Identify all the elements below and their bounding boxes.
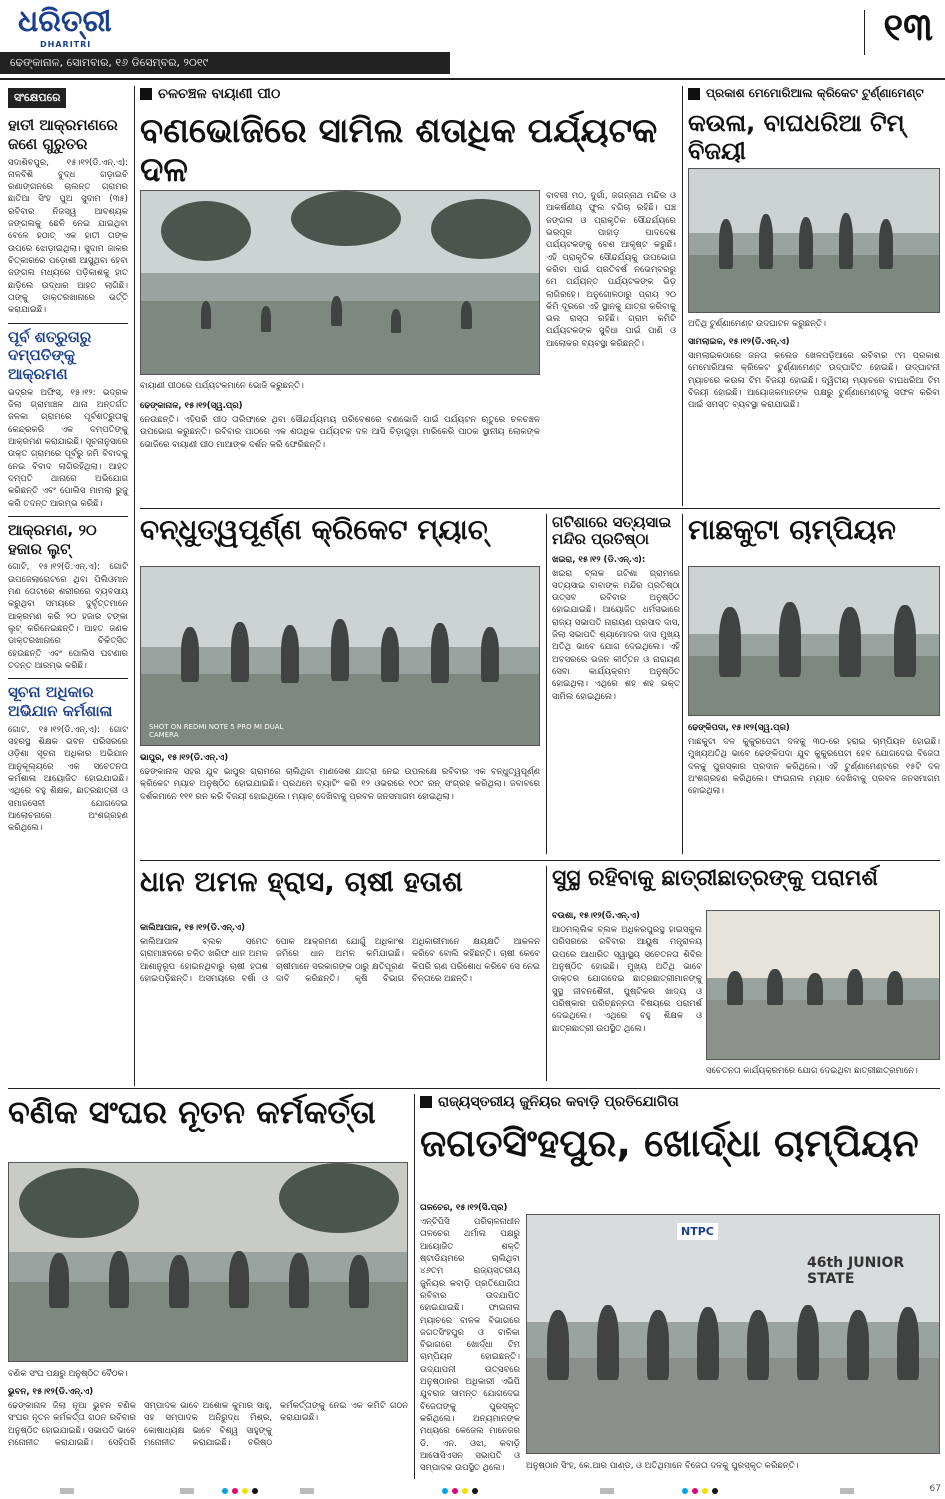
merchants-photo (8, 1162, 408, 1362)
memorial-story (688, 334, 940, 504)
briefs-column (8, 86, 128, 1086)
print-page-number: 67 (929, 1484, 941, 1494)
merchants-story (8, 1384, 408, 1479)
students-photo (706, 910, 940, 1060)
yellow-registration-dot (242, 1488, 248, 1494)
square-bullet-icon (420, 1096, 432, 1108)
picnic-headline: ବଣଭୋଜିରେ ସାମିଲ ଶତାଧିକ ପର୍ଯ୍ୟଟକ ଦଳ (140, 111, 658, 191)
machhakuta-story (688, 720, 940, 855)
brief-headline: ହାତୀ ଆକ୍ରମଣରେ ଜଣେ ଗୁରୁତର (8, 116, 118, 153)
sai-temple-headline: ଗଟିଶାରେ ସତ୍ୟସାଇ ମନ୍ଦିର ପ୍ରତିଷ୍ଠା (552, 513, 672, 549)
black-registration-dot (252, 1488, 258, 1494)
brief-body: ଗୋଟ, ୧୫।୧୨(ଡି.ଏନ୍.ଏ): ଗୋଟ ସହରସ୍ଥ ଶିକ୍ଷକ ଭବନ ପରିସରରେ ଓଡ଼ିଶା ସୂଚନା ଅଧିକାର ଅଭିଯାନ ଆନୁକୂଲ୍ୟରେ ଏକ ସଚେତନତା କର୍ମଶାଳା ଆୟୋଜିତ ହୋଇଯାଇଛି। ଏଥିରେ ବହୁ ଶିକ୍ଷକ, ଛାତ୍ରଛାତ୍ରୀ ଓ ସମାଜସେବୀ ଯୋଗଦେଇ ଆଲୋଚନାରେ ଅଂଶଗ୍ରହଣ କରିଥିଲେ। (8, 724, 128, 834)
kabaddi-caption-box (526, 1458, 940, 1480)
brief-item (8, 521, 128, 672)
sai-temple-story (552, 514, 680, 854)
students-caption: ସଚେତନତା କାର୍ଯ୍ୟକ୍ରମରେ ଯୋଗ ଦେଇଥିବା ଛାତ୍ରୀଛାତ୍ରମାନେ। (706, 1066, 918, 1076)
briefs-kicker: ସଂକ୍ଷେପରେ (8, 88, 66, 108)
friendly-byline: ଭାପୁର, ୧୫।୧୨(ଡି.ଏନ୍.ଏ) (140, 753, 229, 763)
memorial-caption: ଅତିଥି ଟୁର୍ଣ୍ଣାମେଣ୍ଟ ଉଦଘାଟନ କରୁଛନ୍ତି। (688, 319, 826, 329)
students-headline-box (552, 866, 942, 906)
column-divider (546, 514, 547, 854)
picnic-side-story (546, 190, 676, 500)
memorial-caption-box (688, 316, 940, 330)
photo-watermark: SHOT ON REDMI NOTE 5 PRO MI DUAL CAMERA (149, 723, 284, 739)
brief-body: ସଦାଶିବପୁର, ୧୫।୧୨(ଡି.ଏନ୍.ଏ): ନାଳବିଶି ବୁଦ୍ଧ ଗଡ଼ାଇଚି ରଣାଙ୍ଗନରେ ଚାଲନ୍ତ ଗ୍ରାମର ଛାତିଆ ସିଂହ ପୁଅ ସୁଦାମ (୩୫) ରବିବାର ନିଜସ୍ୱ ଆବଶ୍ୟକ ଜଙ୍ଗଲକୁ ଛେଳି ନେଇ ଯାଇଥିବା ବେଳେ ହଠାତ୍ ଏକ ହାତୀ ତାଙ୍କ ଉପରେ ଝୋଡ଼ାଇଥିଲା। ସୁଦାମ ଜାକର ଚିତ୍କାରରେ ପଡ଼ୋଶୀ ଆସୁଥିବା ହେବା ଜଙ୍ଗଲ ମଧ୍ୟରେ ପଡ଼ିକାଶକୁ ହାତ ଛାଡ଼ିଲେ ଉଦ୍ଧାର ଆହତ ଲାଗିଛି। ତାଙ୍କୁ ଡାକ୍ତରଖାନାରେ ଭର୍ତ୍ତି କରାଯାଇଛି। (8, 157, 128, 316)
students-byline: ବଉଶା, ୧୫।୧୨(ଡି.ଏନ୍.ଏ) (552, 911, 640, 921)
memorial-byline: ସାମଲାଇକ, ୧୫।୧୨(ଡି.ଏନ୍.ଏ) (688, 337, 790, 347)
merchants-headline-box (8, 1094, 408, 1154)
brief-headline: ଆକ୍ରମଣ, ୨୦ ହଜାର ଲୁଟ୍ (8, 520, 97, 558)
friendly-story (140, 750, 540, 860)
students-caption-box (706, 1063, 940, 1077)
merchants-byline: ଭୁବନ, ୧୫।୧୨(ଡି.ଏନ୍.ଏ) (8, 1387, 94, 1397)
friendly-headline: ବନ୍ଧୁତ୍ୱପୂର୍ଣ୍ଣ କ୍ରିକେଟ ମ୍ୟାଚ୍ (140, 513, 488, 546)
brief-body: ଗୋଟି, ୧୫।୧୨(ଡି.ଏନ୍.ଏ): ଗୋଟି ଉପଜେଲାରୋଟରେ ଥିବା ପିଲିଓମାନ ମଣ ତୋଟାରେ ଶରୀରରେ ବ୍ୟବସାୟ କରୁଥିବା ସମୟରେ ଦୁର୍ବୃତ୍ତମାନେ ଆକ୍ରମଣ କରି ୨୦ ହଜାର ଟଙ୍କା ଲୁଟ୍ କରିନେଇଛନ୍ତି। ଆହତ ଜଣକ ଡାକ୍ତରଖାନାରେ ଚିକିତ୍ସିତ ହେଉଛନ୍ତି ଏବଂ ପୋଲିସ ଘଟଣାର ତଦନ୍ତ ଆରମ୍ଭ କରିଛି। (8, 562, 128, 671)
machhakuta-photo (688, 566, 940, 716)
friendly-headline-box (140, 514, 540, 562)
section-label-text: ଚଳଚଞ୍ଚଳ ବାୟାଣୀ ପୀଠ (158, 86, 281, 102)
cyan-registration-dot (222, 1488, 228, 1494)
kabaddi-byline: ତାଳଚେର, ୧୫।୧୨(ସି.ପ୍ର) (420, 1203, 508, 1213)
dateline: ଢେଙ୍କାନାଳ, ସୋମବାର, ୧୬ ଡିସେମ୍ବର, ୨୦୧୯ (0, 52, 450, 74)
row-divider (140, 860, 940, 861)
kabaddi-section-label (420, 1094, 940, 1116)
divider (8, 323, 128, 324)
divider (8, 516, 128, 517)
brief-headline: ପୂର୍ବ ଶତ୍ରୁତାରୁ ଦମ୍ପତିଙ୍କୁ ଆକ୍ରମଣ (8, 327, 92, 384)
machhakuta-byline: ଢେଙ୍କିପଦା, ୧୫।୧୨(ସ୍ୱ.ପ୍ର) (688, 723, 790, 733)
brief-headline: ସୂଚନା ଅଧିକାର ଅଭିଯାନ କର୍ମଶାଳା (8, 683, 113, 720)
students-body: ଆଠମଲ୍ଲିକ ବ୍ଲକ ଅଧିକରପୁରସ୍ଥ ହାଇସ୍କୁଲ ପରିସରରେ ରବିବାର ଆୟୁଷ ମନ୍ତ୍ରାଳୟ ଉପରେ ଆଧାରିତ ସ୍ୱାସ୍ଥ୍ୟ ସଚେତନତା ଶିବିର ଅନୁଷ୍ଠିତ ହୋଇଛି। ମୁଖ୍ୟ ଅତିଥି ଭାବେ ଡାକ୍ତର ଯୋଗଦେଇ ଛାତ୍ରଛାତ୍ରୀମାନଙ୍କୁ ସୁସ୍ଥ ଜୀବନଶୈଳୀ, ପୁଷ୍ଟିକର ଖାଦ୍ୟ ଓ ପରିଷ୍କାର ପରିଚ୍ଛନ୍ନତା ବିଷୟରେ ପରାମର୍ଶ ଦେଇଥିଲେ। ଏଥିରେ ବହୁ ଶିକ୍ଷକ ଓ ଛାତ୍ରଛାତ୍ରୀ ଉପସ୍ଥିତ ଥିଲେ। (552, 925, 702, 1034)
picnic-side-body: ବାବରୀ ମଠ, ଦୁର୍ଗା, ଜଗନ୍ନାଥ ମନ୍ଦିର ଓ ଆକର୍ଷଣୀୟ ଫୁଲ ବଗିଚା ରହିଛି। ଘଞ୍ଚ ଜଙ୍ଗଲ ଓ ପ୍ରାକୃତିକ ସୌନ୍ଦର୍ଯ୍ୟରେ ଭରପୂର ପାହାଡ଼ ପାଦଦେଶ ପର୍ଯ୍ୟଟକଙ୍କୁ ବେଶ ଆକୃଷ୍ଟ କରୁଛି। ଏହି ପ୍ରାକୃତିକ ସୌନ୍ଦର୍ଯ୍ୟକୁ ଉପଭୋଗ କରିବା ପାଇଁ ପ୍ରତିବର୍ଷ ନଭେମ୍ବରରୁ ମେ ପର୍ଯ୍ୟନ୍ତ ପର୍ଯ୍ୟଟକଙ୍କ ଭିଡ଼ ଲାଗିରହେ। ଅନୁଗୋଳଠାରୁ ପ୍ରାୟ ୨୦ କିମି ଦୂରରେ ଏହି ସ୍ଥାନକୁ ଯାତ୍ରା କରିବାକୁ ଭଲ ରାସ୍ତା ରହିଛି। ଗ୍ରାମ କମିଟି ପର୍ଯ୍ୟଟକଙ୍କ ସୁବିଧା ପାଇଁ ପାଣି ଓ ଆଲୋକର ବ୍ୟବସ୍ଥା କରିଛନ୍ତି। (546, 191, 676, 349)
kabaddi-headline: ଜଗତସିଂହପୁର, ଖୋର୍ଦ୍ଧା ଚାମ୍ପିୟନ (420, 1121, 919, 1165)
page-number-divider (864, 10, 865, 55)
brief-item (8, 328, 128, 510)
paddy-body: କାଲିଆପାଳ ବ୍ଲକ ସମେତ ଗ୍ରାମାଞ୍ଚଳରେ ଚଳିତ ଖରିଫ ଧାନ ଅମଳ ଆଶାନୁରୂପ ହୋଇନଥିବାରୁ ଚାଷୀ ହତାଶ ହୋଇପଡ଼ିଛନ୍ତି। ଅସମୟରେ ବର୍ଷା ଓ ପୋକ ଆକ୍ରମଣ ଯୋଗୁଁ ଅଧିକାଂଶ ଜମିରେ ଧାନ ଅମଳ କମିଯାଇଛି। ଚାଷୀମାନେ ସରକାରଙ୍କ ଠାରୁ କ୍ଷତିପୂରଣ ଦାବି କରିଛନ୍ତି। କୃଷି ବିଭାଗ ଅଧିକାରୀମାନେ କ୍ଷୟକ୍ଷତି ଆକଳନ କରିବେ ବୋଲି କହିଛନ୍ତି। ଚାଷୀ କେବେ କିପରି ଋଣ ପରିଶୋଧ କରିବେ ସେ ନେଇ ଚିନ୍ତାରେ ଅଛନ୍ତି। (140, 937, 540, 984)
memorial-section-label (688, 86, 943, 106)
paddy-byline: କାଲିଆପାଳ, ୧୫।୧୨(ଡି.ଏନ୍.ଏ) (140, 923, 246, 933)
machhakuta-headline-box (688, 514, 943, 562)
paddy-headline: ଧାନ ଅମଳ ହ୍ରାସ, ଚାଷୀ ହତାଶ (140, 865, 463, 898)
picnic-headline-box (140, 111, 680, 191)
students-headline: ସୁସ୍ଥ ରହିବାକୁ ଛାତ୍ରୀଛାତ୍ରଙ୍କୁ ପରାମର୍ଶ (552, 866, 878, 891)
memorial-headline: କଉଳା, ବାଘଧରିଆ ଟିମ୍ ବିଜୟୀ (688, 109, 905, 165)
picnic-body: ନେଉଛନ୍ତି। ଏହିପରି ପୀଠ ତାରିଫାରେ ଥିବା ସୌନ୍ଦର୍ଯ୍ୟମୟ ପରିବେଶରେ ବଣଭୋଜି ପାଇଁ ପର୍ଯ୍ୟଟନ ଋତୁରେ ଚଳଚଞ୍ଚଳ ଉପଭୋଗ କରୁଛନ୍ତି। ରବିବାର ପାଠରେ ଏକ ଶତାଧିକ ପର୍ଯ୍ୟଟକ ଦଳ ଆସି ଚିଡ଼ାଗୁଡ଼ା ମାରିକେରି ପାଠକ ସ୍ଥାନୀୟ ଲୋକଙ୍କ ଭୋଜିରେ ବାୟାଣୀ ପୀଠ ମାଆଙ୍କ ଦର୍ଶନ କରି ଫେରିଛନ୍ତି। (140, 415, 540, 450)
merchants-caption-box (8, 1366, 408, 1380)
memorial-photo (688, 168, 940, 313)
picnic-story (140, 398, 540, 498)
page-number: ୧୩ (883, 4, 933, 49)
divider (8, 678, 128, 679)
newspaper-logo: ଧରିତ୍ରୀ (18, 4, 112, 39)
machhakuta-headline: ମାଛକୁଟା ଚାମ୍ପିୟନ (688, 513, 896, 546)
friendly-body: ଢେଙ୍କାନାଳ ସହର ଯୁବ ଭାପୁର ଗ୍ରାମରେ ଚାଲିଥିବା ମାଣସେଶ ଯାତ୍ରା ନେଇ ଉପଲକ୍ଷେ ରବିବାର ଏକ ବନ୍ଧୁତ୍ୱପୂର୍ଣ୍ଣ କ୍ରିକେଟ ମ୍ୟାଚ ଅନୁଷ୍ଠିତ ହୋଇଯାଇଛି। ପ୍ରଥମେ ବ୍ୟାଟିଂ କରି ୧୨ ଓଭରରେ ୧୦୯ ରନ୍ ସଂଗ୍ରହ କରିଥିଲା। ଜବାବରେ ଦର୍ଶକମାନେ ୧୧୧ ରନ କରି ବିଜୟୀ ହୋଇଥିଲେ। ମ୍ୟାଚ୍ ଦେଖିବାକୁ ପ୍ରବଳ ଜନସମାଗମ ହୋଇଥିଲା। (140, 767, 540, 802)
brief-body: ଭଦ୍ରକ ଅଫିସ୍, ୧୫।୧୨: ଭଦ୍ରକ ଜିଲା ଗ୍ରାମାଞ୍ଚଳ ଥାନା ଅନ୍ତର୍ଗତ ଜଳକା ଗ୍ରାମରେ ପୂର୍ବଶତ୍ରୁତାକୁ କେନ୍ଦ୍ରକରି ଏକ ଦମ୍ପତିଙ୍କୁ ଆକ୍ରମଣ କରାଯାଇଛି। ସୂଚନାନୁସାରେ ଉକ୍ତ ଗ୍ରାମରେ ପୂର୍ବରୁ ଜମି ବିବାଦକୁ ନେଇ ବିବାଦ ଲାଗିରହିଥିଲା। ଆହତ ଦମ୍ପତି ଥାନାରେ ଅଭିଯୋଗ କରିଛନ୍ତି ଏବଂ ପୋଲିସ ମାମଲା ରୁଜୁ କରି ତଦନ୍ତ ଆରମ୍ଭ କରିଛି। (8, 387, 128, 509)
memorial-headline-box (688, 109, 943, 165)
picnic-caption-box (140, 378, 540, 392)
row-divider (140, 508, 940, 509)
picnic-caption: ବାୟାଣୀ ପୀଠରେ ପର୍ଯ୍ୟଟକମାନେ ଭୋଜି କରୁଛନ୍ତି। (140, 381, 304, 391)
ntpc-logo: NTPC (677, 1223, 718, 1240)
section-label-text: ରାଜ୍ୟସ୍ତରୀୟ ଜୁନିୟର କବାଡ଼ି ପ୍ରତିଯୋଗିତା (438, 1094, 679, 1110)
section-label-text: ପ୍ରକାଶ ମେମୋରିଆଲ କ୍ରିକେଟ ଟୁର୍ଣ୍ଣାମେଣ୍ଟ (706, 86, 924, 100)
event-banner-text: 46th JUNIOR STATE (807, 1255, 905, 1287)
sai-temple-body: ଖଇରା ବ୍ଲକ ଗଟିଶା ଗ୍ରାମରେ ସତ୍ୟସାଇ ବାବାଙ୍କ ମନ୍ଦିର ପ୍ରତିଷ୍ଠା ଉତ୍ସବ ରବିବାର ଅନୁଷ୍ଠିତ ହୋଇଯାଇଛି। ଆୟୋଜିତ ଧର୍ମସଭାରେ ରାଜ୍ୟ ସଭାପତି ନାରାୟଣ ପ୍ରସାଦ ଦାସ, ଜିଲା ସଭାପତି ଶ୍ୟାମୋଦର ଦାସ ମୁଖ୍ୟ ଅତିଥି ଭାବେ ଯୋଗ ଦେଇଥିଲେ। ଏହି ଅବସରରେ ଭଜନ କୀର୍ତ୍ତନ ଓ ନାରାୟଣ ସେବା କାର୍ଯ୍ୟକ୍ରମ ଅନୁଷ୍ଠିତ ହୋଇଥିଲା। ଏଥିରେ ଶହ ଶହ ଭକ୍ତ ସାମିଲ ହୋଇଥିଲେ। (552, 568, 680, 702)
memorial-body: ସାମଲାଇକଠାରେ ଜନତା କଲେଜ ଖେଳପଡ଼ିଆରେ ରବିବାର ୯ମ ପ୍ରକାଶ ମେମୋରିଆଲ କ୍ରିକେଟ ଟୁର୍ଣ୍ଣାମେଣ୍ଟ ଉଦ୍‌ଘାଟିତ ହୋଇଛି। ଉଦ୍‌ଘାଟନୀ ମ୍ୟାଚରେ କଉଳା ଟିମ ବିଜୟୀ ହୋଇଛି। ଦ୍ୱିତୀୟ ମ୍ୟାଚରେ ବାଘଧରିଆ ଟିମ ବିଜୟୀ ହୋଇଛି। ଆୟୋଜକମାନଙ୍କ ପକ୍ଷରୁ ଟୁର୍ଣ୍ଣାମେଣ୍ଟକୁ ସଫଳ କରିବା ପାଇଁ ସମସ୍ତ ବ୍ୟବସ୍ଥା କରାଯାଇଛି। (688, 351, 940, 411)
sai-temple-byline: ଖଇରା, ୧୫।୧୨ (ଡି.ଏନ୍.ଏ): (552, 554, 646, 565)
merchants-body: ଢେଙ୍କାନାଳ ଜିଲା ନୂଆ ଭୁବନ ବଣିକ ସଂଘର ନୂତନ କର୍ମକର୍ତ୍ତା ଗଠନ ରବିବାର ଅନୁଷ୍ଠିତ ହୋଇଯାଇଛି। ସଭାପତି ଭାବେ ମନୋନୀତ କରାଯାଇଛି। ସେହିପରି ସମ୍ପାଦକ ଭାବେ ଅଶୋକ କୁମାର ସାହୁ, ସହ ସମ୍ପାଦକ ଅନିରୁଦ୍ଧ ମିଶ୍ର, କୋଷାଧ୍ୟକ୍ଷ ଭାବେ ବିଶ୍ୱ ସାହୁଙ୍କୁ ମନୋନୀତ କରାଯାଇଛି। ବରିଷ୍ଠ କର୍ମକର୍ତ୍ତାଙ୍କୁ ନେଇ ଏକ କମିଟି ଗଠନ କରାଯାଇଛି। (8, 1401, 408, 1448)
column-divider (134, 86, 135, 1086)
friendly-photo (140, 566, 540, 746)
kabaddi-photo (526, 1214, 940, 1454)
kabaddi-body: ଏନ୍‌ଟିପିସି ପରିଚାଳନାଧୀନ ତାଳଚେର ଥର୍ମାଲ ପକ୍ଷରୁ ଆୟୋଜିତ ଶକ୍ତି ଷ୍ଟାଡିୟମରେ ଚାଲିଥିବା ୪୬ତମ ରାଜ୍ୟସ୍ତରୀୟ ଜୁନିୟର କବାଡ଼ି ପ୍ରତିଯୋଗିତା ରବିବାର ଉଦଯାପିତ ହୋଇଯାଇଛି। ଫାଇନାଲ ମ୍ୟାଚରେ ବାଳକ ବିଭାଗରେ ଜଗତସିଂହପୁର ଓ ବାଳିକା ବିଭାଗରେ ଖୋର୍ଦ୍ଧା ଟିମ ଚାମ୍ପିୟନ ହୋଇଛନ୍ତି। ଉଦ୍‌ଯାପନୀ ଉତ୍ସବରେ ଅନୁଷ୍ଠାନର ଅଧିକାରୀ ଏଭିପି ଯୁବରାଜ ସାମନ୍ତ ଯୋଗଦେଇ ବିଜେତାଙ୍କୁ ପୁରସ୍କୃତ କରିଥିଲେ। ଅନ୍ୟମାନଙ୍କ ମଧ୍ୟରେ କେଜେଲ ମାନେଜର ଡି. ଏନ. ଓଝା, କବାଡ଼ି ଆସୋସିଏସନ ସଭାପତି ଓ ସମ୍ପାଦକ ଉପସ୍ଥିତ ଥିଲେ। (420, 1217, 520, 1474)
column-divider (682, 86, 683, 506)
picnic-photo (140, 190, 540, 375)
picnic-byline: ଢେଙ୍କାନାଳ, ୧୫।୧୨(ସ୍ୱ.ପ୍ର) (140, 401, 243, 411)
square-bullet-icon (140, 88, 152, 100)
brief-item (8, 116, 128, 317)
brief-item (8, 683, 128, 834)
newspaper-logo-subtitle: DHARITRI (40, 40, 92, 49)
masthead (0, 0, 945, 80)
merchants-headline: ବଣିକ ସଂଘର ନୂତନ କର୍ମକର୍ତ୍ତା (8, 1093, 376, 1131)
paddy-story (140, 920, 540, 1075)
kabaddi-headline-box (420, 1122, 940, 1194)
kabaddi-caption: ଅନୁଷ୍ଠାନ ସିଂହ, କେ.ଆର ପାଣ୍ଡ, ଓ ଅତିଥିମାନେ ବିଜେତା ଦଳକୁ ପୁରସ୍କୃତ କରିଛନ୍ତି। (526, 1461, 799, 1471)
students-story (552, 908, 702, 1078)
paddy-headline-box (140, 866, 540, 916)
row-divider (8, 1088, 940, 1089)
column-divider (414, 1094, 415, 1479)
kabaddi-story (420, 1200, 520, 1474)
column-divider (682, 514, 683, 854)
print-registration-strip (0, 1482, 945, 1499)
square-bullet-icon (688, 88, 700, 100)
machhakuta-body: ମାଛକୁଟା ଦଳ କୁକୁରପେଟା ଦଳକୁ ୩୦-ରେ ହରାଇ ଚାମ୍ପିୟନ ହୋଇଛି। ମୁଖ୍ୟଅତିଥି ଭାବେ ଢେଙ୍କିପଦା ଯୁବ କୁକୁରପେଟା ହେବ ଯୋଗଦେଇ ବିଜେତା ଦଳକୁ ପୁରସ୍କାର ପ୍ରଦାନ କରିଥିଲେ। ଏହି ଟୁର୍ଣ୍ଣାମେଣ୍ଟରେ ୧୫ଟି ଦଳ ଅଂଶଗ୍ରହଣ କରିଥିଲେ। ଫାଇନାଲ ମ୍ୟାଚ ଦେଖିବାକୁ ପ୍ରବଳ ଜନସମାଗମ ହୋଇଥିଲା। (688, 737, 940, 797)
column-divider (546, 866, 547, 1081)
merchants-caption: ବଣିକ ସଂଘ ପକ୍ଷରୁ ଅନୁଷ୍ଠିତ ବୈଠକ। (8, 1369, 128, 1379)
magenta-registration-dot (232, 1488, 238, 1494)
